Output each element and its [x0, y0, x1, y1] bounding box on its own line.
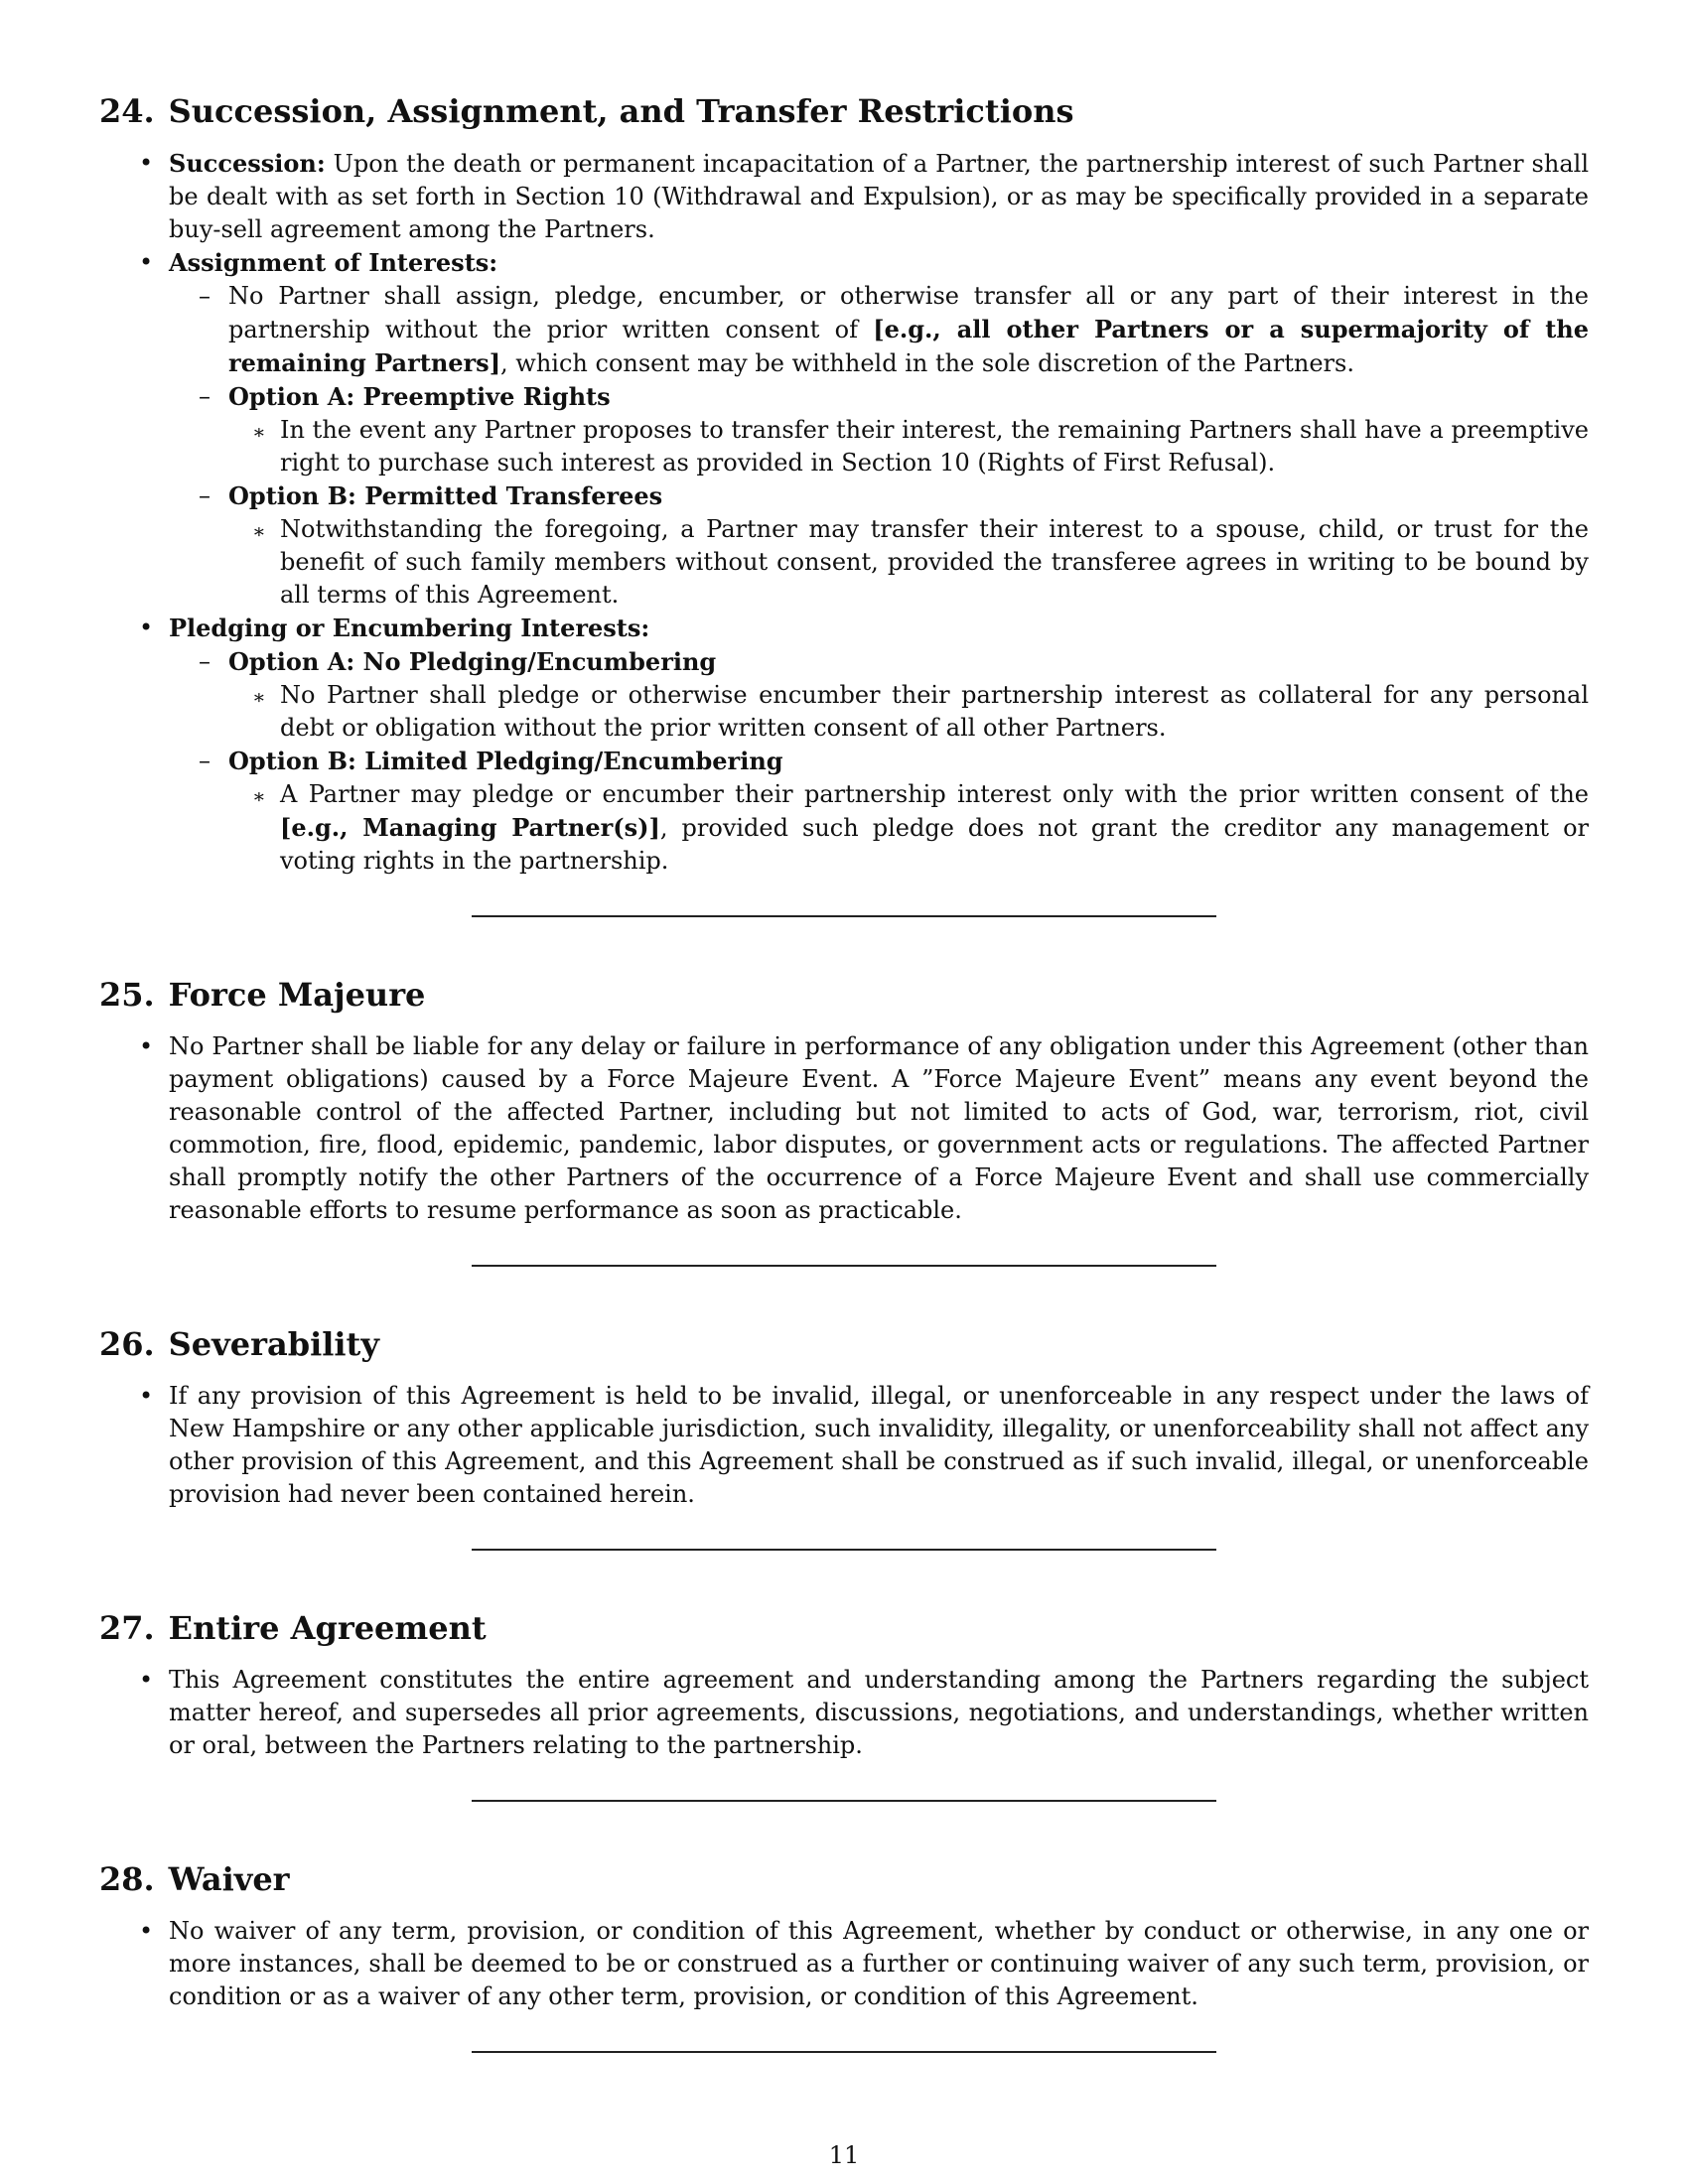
pledge-option-b-text-a: A Partner may pledge or encumber their partnership interest only with the prior written consent of the — [280, 780, 1589, 808]
section-27-heading — [99, 1606, 1589, 1650]
pledge-option-a-text: No Partner shall pledge or otherwise encumber their partnership interest as collateral for any personal debt or obligation without the prior written consent of all other Partners. — [280, 681, 1589, 742]
assignment-text-b: , which consent may be withheld in the sole discretion of the Partners. — [500, 349, 1354, 377]
assignment-text-a: No Partner shall assign, pledge, encumber, or otherwise transfer all or any part of their interest in the partnership without the prior written consent of — [228, 282, 1589, 343]
section-26-heading — [99, 1322, 1589, 1366]
section-28-heading — [99, 1857, 1589, 1901]
section-24 — [99, 89, 1589, 917]
assignment-label: Assignment of Interests: — [169, 248, 498, 277]
option-b-text-item — [228, 513, 1589, 612]
bullet-marker: • — [139, 1917, 154, 1945]
pledge-option-a-sublist — [228, 679, 1589, 745]
section-28 — [99, 1857, 1589, 2053]
section-25 — [99, 973, 1589, 1267]
dash-marker: – — [199, 647, 211, 675]
pledging-sublist — [169, 645, 1589, 878]
pledge-option-a-label: Option A: No Pledging/Encumbering — [228, 647, 717, 676]
section-24-heading — [99, 89, 1589, 133]
pledging-label: Pledging or Encumbering Interests: — [169, 614, 650, 642]
succession-label: Succession: — [169, 149, 326, 178]
section-divider — [472, 1549, 1216, 1551]
section-26-list — [99, 1380, 1589, 1511]
assignment-consent-item — [169, 280, 1589, 380]
entire-agreement-text: This Agreement constitutes the entire agreement and understanding among the Partners regarding the subject matter hereof, and supersedes all prior agreements, discussions, negotiations, and understandings, whether written or oral, between the Partners relating to the partnership. — [169, 1666, 1589, 1759]
waiver-text: No waiver of any term, provision, or condition of this Agreement, whether by conduct or otherwise, in any one or more instances, shall be deemed to be or construed as a further or continuing waiver of any such term, provision, or condition or as a waiver of any other term, provision, or condition of this Agreement. — [169, 1917, 1589, 2010]
bullet-marker: • — [139, 248, 154, 276]
dash-marker: – — [199, 382, 211, 410]
force-majeure-item — [99, 1030, 1589, 1227]
section-divider — [472, 1800, 1216, 1802]
star-marker: ∗ — [252, 420, 266, 444]
assignment-item — [99, 246, 1589, 612]
section-divider — [472, 1265, 1216, 1267]
pledge-option-b-text-item — [228, 778, 1589, 878]
pledge-option-b-label: Option B: Limited Pledging/Encumbering — [228, 747, 783, 775]
pledge-option-b-placeholder: [e.g., Managing Partner(s)] — [280, 813, 660, 842]
bullet-marker: • — [139, 614, 154, 641]
section-title: Severability — [168, 1325, 379, 1363]
section-number: 27. — [99, 1609, 155, 1647]
waiver-item — [99, 1915, 1589, 2013]
entire-agreement-item — [99, 1664, 1589, 1762]
pledge-option-b-item — [169, 745, 1589, 878]
section-25-list — [99, 1030, 1589, 1227]
page-number: 11 — [828, 2141, 860, 2169]
star-marker: ∗ — [252, 519, 266, 543]
star-marker: ∗ — [252, 784, 266, 808]
assignment-sublist — [169, 280, 1589, 612]
option-a-label: Option A: Preemptive Rights — [228, 382, 611, 411]
section-number: 28. — [99, 1860, 155, 1898]
bullet-marker: • — [139, 1382, 154, 1410]
option-b-item — [169, 479, 1589, 612]
bullet-marker: • — [139, 1666, 154, 1694]
document-page — [99, 89, 1589, 2053]
section-title: Force Majeure — [168, 976, 426, 1014]
section-divider — [472, 2051, 1216, 2053]
pledge-option-b-sublist — [228, 778, 1589, 878]
section-title: Succession, Assignment, and Transfer Restrictions — [168, 92, 1074, 130]
dash-marker: – — [199, 282, 211, 310]
option-b-text: Notwithstanding the foregoing, a Partner may transfer their interest to a spouse, child, or trust for the benefit of such family members without consent, provided the transferee agrees in writing to be bound by all terms of this Agreement. — [280, 515, 1589, 609]
succession-item — [99, 147, 1589, 246]
pledging-item — [99, 612, 1589, 878]
option-b-label: Option B: Permitted Transferees — [228, 481, 663, 510]
section-27-list — [99, 1664, 1589, 1762]
dash-marker: – — [199, 481, 211, 509]
option-a-sublist — [228, 414, 1589, 479]
pledge-option-a-text-item — [228, 679, 1589, 745]
bullet-marker: • — [139, 1032, 154, 1060]
star-marker: ∗ — [252, 685, 266, 709]
pledge-option-b-text-b: , provided such pledge does not grant the creditor any management or voting rights in the partnership. — [280, 814, 1590, 875]
section-24-list — [99, 147, 1589, 878]
option-b-sublist — [228, 513, 1589, 612]
section-26 — [99, 1322, 1589, 1551]
option-a-text-item — [228, 414, 1589, 479]
force-majeure-text: No Partner shall be liable for any delay or failure in performance of any obligation under this Agreement (other than payment obligations) caused by a Force Majeure Event. A ”Force Majeure Event” means any event beyond the reasonable control of the affected Partner, including but not limited to acts of God, war, terrorism, riot, civil commotion, fire, flood, epidemic, pandemic, labor disputes, or government acts or regulations. The affected Partner shall promptly notify the other Partners of the occurrence of a Force Majeure Event and shall use commercially reasonable efforts to resume performance as soon as practicable. — [169, 1032, 1589, 1224]
option-a-text: In the event any Partner proposes to transfer their interest, the remaining Partners shall have a preemptive right to purchase such interest as provided in Section 10 (Rights of First Refusal). — [280, 416, 1589, 477]
section-27 — [99, 1606, 1589, 1802]
section-number: 26. — [99, 1325, 155, 1363]
section-title: Entire Agreement — [168, 1609, 487, 1647]
severability-item — [99, 1380, 1589, 1511]
section-title: Waiver — [168, 1860, 290, 1898]
option-a-item — [169, 380, 1589, 479]
section-number: 24. — [99, 92, 155, 130]
assignment-placeholder: [e.g., all other Partners or a supermajority of the remaining Partners] — [228, 315, 1589, 377]
dash-marker: – — [199, 747, 211, 774]
pledge-option-a-item — [169, 645, 1589, 745]
section-25-heading — [99, 973, 1589, 1017]
section-28-list — [99, 1915, 1589, 2013]
severability-text: If any provision of this Agreement is held to be invalid, illegal, or unenforceable in any respect under the laws of New Hampshire or any other applicable jurisdiction, such invalidity, illegality, or unenforceability shall not affect any other provision of this Agreement, and this Agreement shall be construed as if such invalid, illegal, or unenforceable provision had never been contained herein. — [169, 1382, 1589, 1508]
succession-text: Upon the death or permanent incapacitation of a Partner, the partnership interest of such Partner shall be dealt with as set forth in Section 10 (Withdrawal and Expulsion), or as may be specifically provided in a separate buy-sell agreement among the Partners. — [169, 150, 1589, 243]
section-number: 25. — [99, 976, 155, 1014]
section-divider — [472, 915, 1216, 917]
bullet-marker: • — [139, 149, 154, 177]
